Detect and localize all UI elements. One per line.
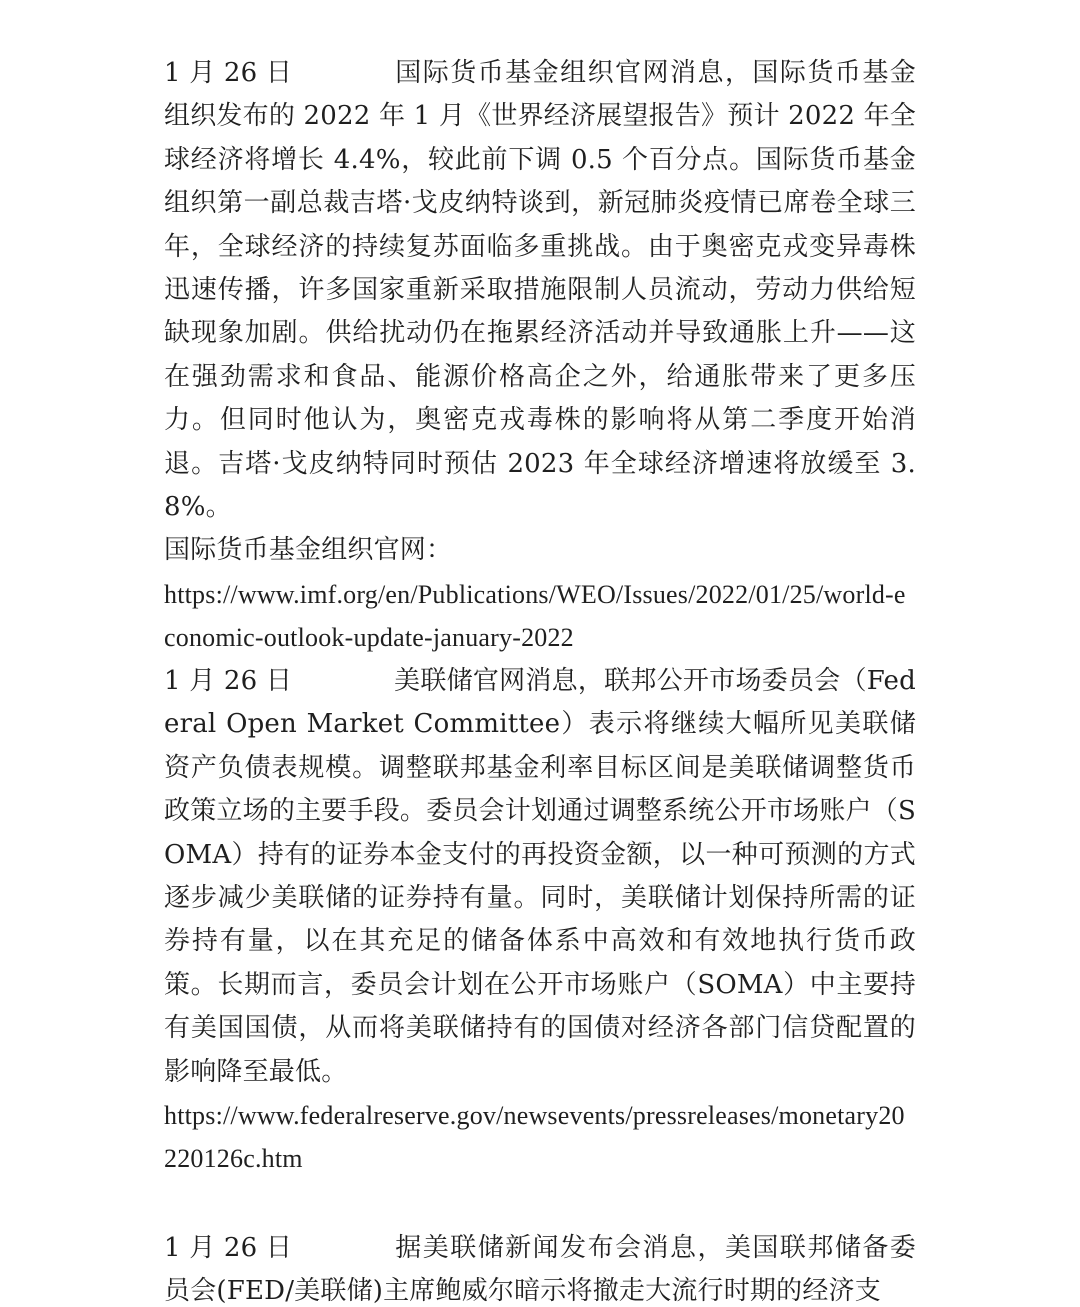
source-link[interactable]: https://www.imf.org/en/Publications/WEO/Issues/2022/01/25/world-economic-outlook-update-january-2022 <box>164 579 906 653</box>
entry-text: 国际货币基金组织官网消息，国际货币基金组织发布的 2022 年 1 月《世界经济展望报告》预计 2022 年全球经济将增长 4.4%，较此前下调 0.5 个百分点。国际货币基金组织第一副总裁吉塔·戈皮纳特谈到，新冠肺炎疫情已席卷全球三年，全球经济的持续复苏面临多重挑战。由于奥密克戎变异毒株迅速传播，许多国家重新采取措施限制人员流动，劳动力供给短缺现象加剧。供给扰动仍在拖累经济活动并导致通胀上升——这在强劲需求和食品、能源价格高企之外，给通胀带来了更多压力。但同时他认为，奥密克戎毒株的影响将从第二季度开始消退。吉塔·戈皮纳特同时预估 2023 年全球经济增速将放缓至 3.8%。 <box>164 58 916 523</box>
news-entry <box>164 660 916 1181</box>
entry-date: 1 月 26 日 <box>164 666 293 696</box>
entry-text: 据美联储新闻发布会消息，美国联邦储备委员会(FED/美联储)主席鲍威尔暗示将撤走大流行时期的经济支 <box>164 1233 916 1307</box>
entry-paragraph <box>164 1227 916 1307</box>
news-entry <box>164 52 916 660</box>
news-entry <box>164 1227 916 1307</box>
entry-paragraph <box>164 660 916 1094</box>
entry-text: 美联储官网消息，联邦公开市场委员会（Federal Open Market Committee）表示将继续大幅所见美联储资产负债表规模。调整联邦基金利率目标区间是美联储调整货币政策立场的主要手段。委员会计划通过调整系统公开市场账户（SOMA）持有的证券本金支付的再投资金额，以一种可预测的方式逐步减少美联储的证券持有量。同时，美联储计划保持所需的证券持有量，以在其充足的储备体系中高效和有效地执行货币政策。长期而言，委员会计划在公开市场账户（SOMA）中主要持有美国国债，从而将美联储持有的国债对经济各部门信贷配置的影响降至最低。 <box>164 666 916 1087</box>
entry-date: 1 月 26 日 <box>164 58 293 88</box>
source-label: 国际货币基金组织官网： <box>164 535 453 566</box>
entry-date: 1 月 26 日 <box>164 1233 293 1263</box>
entry-paragraph <box>164 52 916 529</box>
source-link[interactable]: https://www.federalreserve.gov/newsevents/pressreleases/monetary20220126c.htm <box>164 1101 905 1174</box>
